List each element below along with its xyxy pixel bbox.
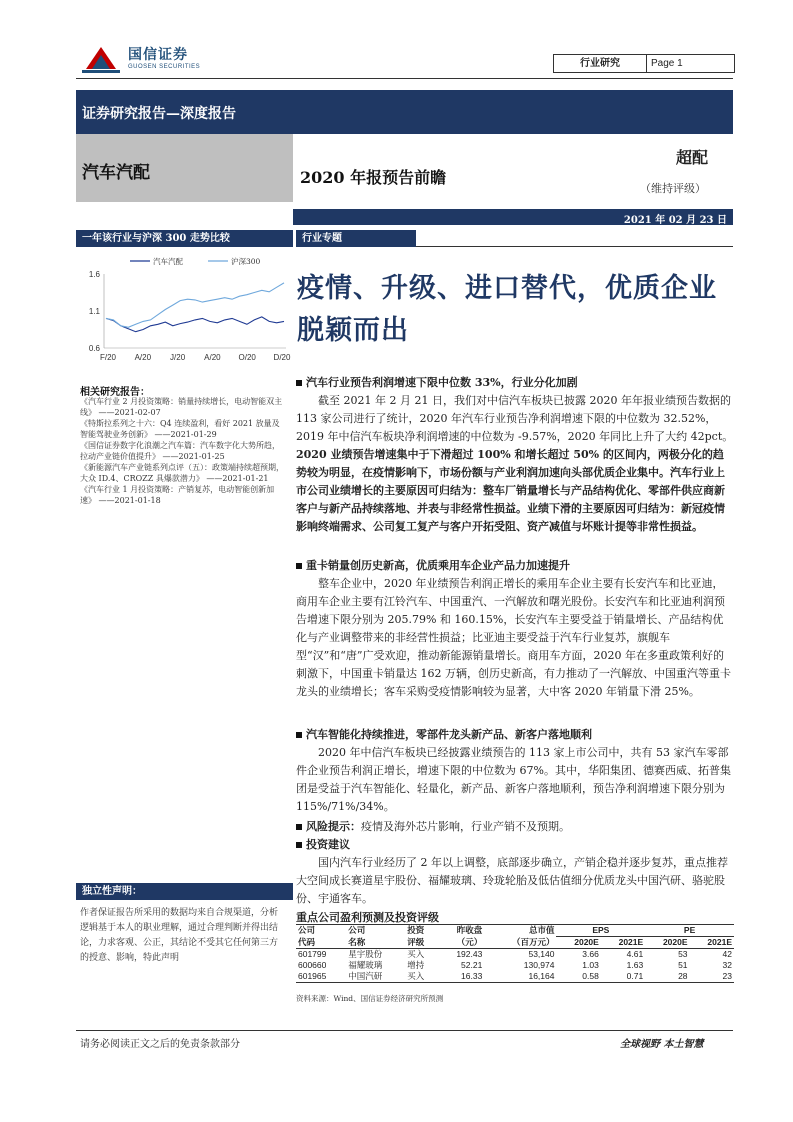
table-header: PE xyxy=(645,925,734,937)
table-header: 公司 xyxy=(296,925,346,937)
section-3 xyxy=(296,726,734,816)
section-2-text: 整车企业中，2020 年业绩预告利润正增长的乘用车企业主要有长安汽车和比亚迪，商用车企业主要有江铃汽车、中国重汽、一汽解放和曙光股份。长安汽车和比亚迪利润预告增速下限分别为 205.79% 和 160.15%，长安汽车主要受益于销量增长、产品结构优化与产业调整带来的非经营性损益；比亚迪主要受益于汽车行业复苏，旗舰车型“汉”和“唐”广受欢迎，推动新能源销量增长。商用车方面，2020 年在多重政策利好的刺激下，中国重卡销量达 162 万辆，创历史新高，有力推动了一汽解放、中国重汽等重卡龙头的业绩增长；客车采购受疫情影响较为显著，大中客 2020 年销量下滑 25%。 xyxy=(296,577,731,698)
section-1-bold: 2020 业绩预告增速集中于下滑超过 100% 和增长超过 50% 的区间内，两极分化的趋势较为明显，在疫情影响下，市场份额与产业利润加速向头部优质企业集中。汽车行业上市公司业绩增长的主要原因可归结为：整车厂销量增长与产品结构优化、零部件供应商新客户与新产品持续落地、并表与非经常性损益。业绩下滑的主要原因可归结为：新冠疫情影响终端需求、公司复工复产与客户开拓受阻、资产减值与坏账计提等非常性损益。 xyxy=(296,448,725,533)
bullet-icon xyxy=(296,380,302,386)
topic-divider xyxy=(416,246,733,247)
report-banner-text: 证券研究报告—深度报告 xyxy=(82,106,236,122)
advice-section xyxy=(296,836,734,908)
chart-x-tick-label: A/20 xyxy=(134,353,152,362)
logo-text: 国信证券 xyxy=(128,47,188,63)
date-bar xyxy=(293,209,733,225)
table-cell: 23 xyxy=(690,971,734,983)
chart-y-tick-label: 1.1 xyxy=(88,307,100,316)
section-1-text xyxy=(296,392,734,536)
chart-series-line-1 xyxy=(106,317,284,332)
report-banner xyxy=(76,90,733,134)
page-number: Page 1 xyxy=(651,58,683,69)
table-cell: 53,140 xyxy=(528,949,555,959)
related-reports-title: 相关研究报告： xyxy=(80,387,150,398)
table-header: （元） xyxy=(438,937,485,949)
table-cell: 601965 xyxy=(296,971,346,983)
sector-name: 汽车汽配 xyxy=(82,163,150,183)
advice-text: 国内汽车行业经历了 2 年以上调整，底部逐步确立，产销企稳并逐步复苏，重点推荐大空间成长赛道星宇股份、福耀玻璃、玲珑轮胎及低估值细分优质龙头中国汽研、骆驼股份、宇通客车。 xyxy=(296,856,728,905)
rating-note: （维持评级） xyxy=(640,182,706,195)
table-header: 2021E xyxy=(690,937,734,949)
topic-tag: 行业专题 xyxy=(296,230,416,247)
table-cell: 0.71 xyxy=(601,971,645,983)
footer-disclaimer: 请务必阅读正文之后的免责条款部分 xyxy=(80,1039,240,1050)
footer-divider xyxy=(76,1030,733,1031)
chart-x-tick-label: O/20 xyxy=(238,353,256,362)
section-3-text: 2020 年中信汽车板块已经披露业绩预告的 113 家上市公司中，共有 53 家汽车零部件企业预告利润正增长，增速下限的中位数为 67%。其中，华阳集团、德赛西威、拓普集团是受益于汽车智能化、轻量化，新产品、新客户落地顺利，预告净利润增速下限分别为 115%/71%/34%。 xyxy=(296,746,731,813)
table-cell: 16,164 xyxy=(484,971,556,983)
related-report-item: 《汽车行业 1 月投资策略：产销复苏，电动智能创新加速》 ——2021-01-18 xyxy=(80,485,275,505)
headline: 疫情、升级、进口替代，优质企业脱颖而出 xyxy=(297,273,717,346)
table-cell: 3.66 xyxy=(582,949,599,959)
risk-title: 风险提示： xyxy=(306,820,361,833)
report-title: 2020 年报预告前瞻 xyxy=(300,168,447,187)
table-header: 总市值 xyxy=(484,925,556,937)
advice-title-text: 投资建议 xyxy=(306,838,350,851)
table-cell: 1.63 xyxy=(626,960,644,970)
table-cell: 42 xyxy=(722,949,732,959)
table-header: 评级 xyxy=(405,937,438,949)
advice-title xyxy=(296,836,734,854)
table-header: 投资 xyxy=(405,925,438,937)
table-cell: 买入 xyxy=(405,971,438,983)
table-cell: 星宇股份 xyxy=(348,949,383,959)
table-source: 资料来源：Wind、国信证券经济研究所预测 xyxy=(296,994,444,1003)
table-row xyxy=(296,949,734,961)
table-cell: 52.21 xyxy=(461,960,483,970)
table-header: 名称 xyxy=(346,937,405,949)
table-cell: 1.03 xyxy=(582,960,599,970)
chart-title: 一年该行业与沪深 300 走势比较 xyxy=(76,230,293,247)
rating: 超配 xyxy=(676,148,709,167)
table-cell: 福耀玻璃 xyxy=(348,960,383,970)
risk-line xyxy=(296,818,734,836)
section-1-title-text: 汽车行业预告利润增速下限中位数 33%，行业分化加剧 xyxy=(306,376,578,389)
chart-series-line-2 xyxy=(106,283,284,327)
chart-legend-label: 沪深300 xyxy=(231,257,261,266)
chart-y-tick-label: 0.6 xyxy=(88,344,100,353)
bullet-icon xyxy=(296,842,302,848)
related-report-item: 《国信证券数字化浪潮之汽车篇：汽车数字化大势所趋，拉动产业链价值提升》 ——2021-01-25 xyxy=(80,441,280,461)
table-header: 公司 xyxy=(346,925,405,937)
section-1-title xyxy=(296,374,734,392)
disclaimer-text: 作者保证报告所采用的数据均来自合规渠道，分析逻辑基于本人的职业理解，通过合理判断并得出结论，力求客观、公正，其结论不受其它任何第三方的授意、影响，特此声明 xyxy=(80,908,279,963)
table-header: 2020E xyxy=(645,937,689,949)
report-date: 2021 年 02 月 23 日 xyxy=(623,215,727,226)
section-1-normal: 截至 2021 年 2 月 21 日，我们对中信汽车板块已披露 2020 年年报业绩预告数据的 113 家公司进行了统计，2020 年汽车行业预告净利润增速下限的中位数为 32.52%，2019 年中信汽车板块净利润增速的中位数为 -9.57%，2020 年同比上升了大约 42pct。 xyxy=(296,394,734,443)
bullet-icon xyxy=(296,563,302,569)
bullet-icon xyxy=(296,824,302,830)
section-3-title-text: 汽车智能化持续推进，零部件龙头新产品、新客户落地顺利 xyxy=(306,728,592,741)
report-type-label: 行业研究 xyxy=(554,55,647,72)
risk-section xyxy=(296,818,734,836)
table-header: 昨收盘 xyxy=(438,925,485,937)
chart-legend-label: 汽车汽配 xyxy=(153,257,183,266)
table-row xyxy=(296,960,734,971)
section-2-title-text: 重卡销量创历史新高，优质乘用车企业产品力加速提升 xyxy=(306,559,570,572)
table-row xyxy=(296,971,734,983)
table-header: （百万元） xyxy=(484,937,556,949)
section-1 xyxy=(296,374,734,536)
related-report-item: 《特斯拉系列之十六：Q4 连续盈利，看好 2021 放量及智能驾驶业务创新》 ——2021-01-29 xyxy=(80,419,280,439)
table-cell: 600660 xyxy=(298,960,327,970)
guosen-logo-icon xyxy=(82,41,120,75)
table-title: 重点公司盈利预测及投资评级 xyxy=(296,911,439,924)
table-cell: 32 xyxy=(722,960,732,970)
forecast-table xyxy=(296,924,734,983)
section-3-title xyxy=(296,726,734,744)
table-cell: 中国汽研 xyxy=(346,971,405,983)
header-label-box xyxy=(553,54,735,73)
table-header: 2020E xyxy=(556,937,600,949)
table-cell: 28 xyxy=(645,971,689,983)
header-divider xyxy=(76,78,733,79)
table-cell: 增持 xyxy=(407,960,425,970)
table-cell: 192.43 xyxy=(456,949,483,959)
footer-slogan: 全球视野 本土智慧 xyxy=(620,1039,704,1050)
table-cell: 51 xyxy=(678,960,688,970)
table-header: 2021E xyxy=(601,937,645,949)
risk-text: 疫情及海外芯片影响，行业产销不及预期。 xyxy=(361,820,570,833)
table-cell: 130,974 xyxy=(523,960,555,970)
table-header: 代码 xyxy=(296,937,346,949)
table-cell: 买入 xyxy=(407,949,425,959)
related-reports-list xyxy=(80,396,285,506)
chart-x-tick-label: D/20 xyxy=(273,353,291,362)
bullet-icon xyxy=(296,732,302,738)
table-header: EPS xyxy=(556,925,645,937)
related-report-item: 《汽车行业 2 月投资策略：销量持续增长，电动智能双主线》 ——2021-02-07 xyxy=(80,397,283,417)
table-cell: 4.61 xyxy=(626,949,644,959)
table-cell: 0.58 xyxy=(556,971,600,983)
table-cell: 16.33 xyxy=(438,971,485,983)
logo-subtext: GUOSEN SECURITIES xyxy=(128,64,201,70)
chart-x-tick-label: A/20 xyxy=(204,353,221,362)
disclaimer-title: 独立性声明： xyxy=(76,883,293,900)
chart-y-tick-label: 1.6 xyxy=(88,270,100,279)
related-report-item: 《新能源汽车产业链系列点评（五）：政策端持续超预期，大众 ID.4、CROZZ 具爆款潜力》 ——2021-01-21 xyxy=(80,463,284,483)
table-cell: 53 xyxy=(678,949,688,959)
chart-x-tick-label: F/20 xyxy=(99,353,117,362)
trend-chart xyxy=(80,252,292,372)
chart-x-tick-label: J/20 xyxy=(170,353,186,362)
table-cell: 601799 xyxy=(298,949,327,959)
section-2-title xyxy=(296,557,734,575)
section-2 xyxy=(296,557,734,701)
